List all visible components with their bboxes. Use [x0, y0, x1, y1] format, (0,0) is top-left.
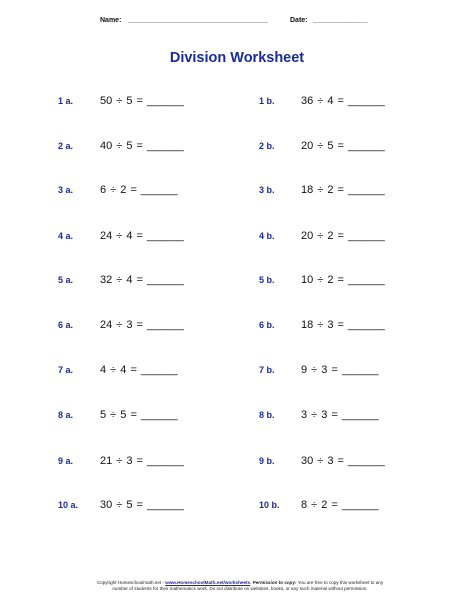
- problem-label: 10 a.: [58, 500, 79, 510]
- problem-expression: 3 ÷ 3 = ______: [301, 409, 379, 421]
- problem-expression: 4 ÷ 4 = ______: [100, 364, 178, 376]
- problem-expression: 36 ÷ 4 = ______: [301, 95, 385, 107]
- footer-link[interactable]: www.HomeschoolMath.net/worksheets: [165, 580, 251, 585]
- footer-line1-rest: You are free to copy this worksheet to any: [296, 580, 384, 585]
- problem-label: 4 b.: [259, 231, 275, 241]
- page-title: Division Worksheet: [169, 50, 305, 66]
- footer-permission: Permission to copy:: [252, 580, 297, 585]
- problem-expression: 18 ÷ 3 = ______: [301, 319, 385, 331]
- problem-label: 3 a.: [58, 185, 74, 195]
- footer-sep: .: [250, 580, 253, 585]
- problem-label: 2 b.: [259, 141, 275, 151]
- problem-expression: 20 ÷ 5 = ______: [301, 140, 385, 152]
- problem-expression: 30 ÷ 5 = ______: [100, 499, 184, 511]
- footer-prefix: Copyright Homeschoolmath.net -: [96, 580, 166, 585]
- problem-label: 7 b.: [259, 365, 275, 375]
- problem-label: 10 b.: [259, 500, 280, 510]
- problem-expression: 40 ÷ 5 = ______: [100, 140, 184, 152]
- problem-expression: 50 ÷ 5 = ______: [100, 95, 184, 107]
- problem-expression: 6 ÷ 2 = ______: [100, 184, 178, 196]
- copyright-footer: [60, 580, 420, 592]
- problem-label: 1 a.: [58, 96, 74, 106]
- problem-label: 8 a.: [58, 410, 74, 420]
- date-field-line: ______________: [313, 17, 368, 24]
- problem-expression: 10 ÷ 2 = ______: [301, 274, 385, 286]
- problem-expression: 24 ÷ 3 = ______: [100, 319, 184, 331]
- problem-label: 5 a.: [58, 275, 74, 285]
- problem-expression: 30 ÷ 3 = ______: [301, 455, 385, 467]
- name-field-line: ____________________________________: [128, 17, 269, 24]
- problem-label: 6 b.: [259, 320, 275, 330]
- problem-label: 6 a.: [58, 320, 74, 330]
- problem-label: 9 b.: [259, 456, 275, 466]
- problem-expression: 24 ÷ 4 = ______: [100, 230, 184, 242]
- problem-label: 2 a.: [58, 141, 74, 151]
- problem-label: 9 a.: [58, 456, 74, 466]
- name-label: Name:: [100, 17, 122, 24]
- problem-expression: 18 ÷ 2 = ______: [301, 184, 385, 196]
- problem-expression: 9 ÷ 3 = ______: [301, 364, 379, 376]
- problem-expression: 8 ÷ 2 = ______: [301, 499, 379, 511]
- date-label: Date:: [290, 17, 308, 24]
- problem-label: 8 b.: [259, 410, 275, 420]
- problem-label: 4 a.: [58, 231, 74, 241]
- problem-expression: 20 ÷ 2 = ______: [301, 230, 385, 242]
- problem-expression: 21 ÷ 3 = ______: [100, 455, 184, 467]
- problem-label: 3 b.: [259, 185, 275, 195]
- problem-label: 1 b.: [259, 96, 275, 106]
- problem-expression: 5 ÷ 5 = ______: [100, 409, 178, 421]
- footer-line-2: number of students for their mathematics work. Do not distribute on websites, books, or any such material without permission.: [112, 586, 368, 591]
- problem-expression: 32 ÷ 4 = ______: [100, 274, 184, 286]
- problem-label: 7 a.: [58, 365, 74, 375]
- problem-label: 5 b.: [259, 275, 275, 285]
